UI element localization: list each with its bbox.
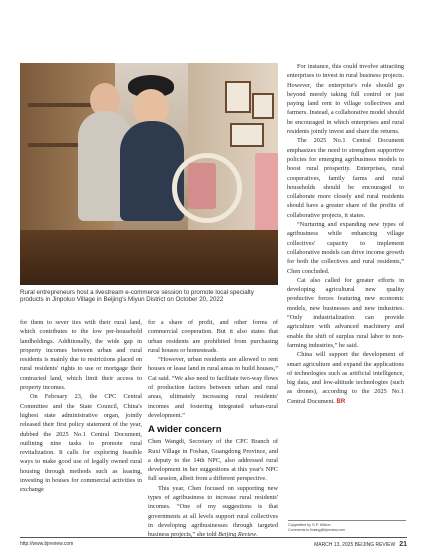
- paragraph: “However, urban residents are allowed to rent houses or lease land in rural areas to build houses,” Cai said. “We also need to facilitate two-way flows of production factors between urban and rural areas, ultimately increasing rural residents' incomes and fostering integrated urban-rural development.”: [148, 356, 278, 419]
- footer-url[interactable]: http://www.bjreview.com: [20, 541, 74, 547]
- article-column-1: [20, 318, 142, 495]
- footer-issue: [314, 541, 407, 548]
- article-column-2: [148, 318, 278, 540]
- paragraph-text: This year, Chen focused on supporting new types of agribusiness to increase rural residents' incomes. “One of my suggestions is that governments at all levels support rural collectives in developing agribusinesses through targeted business projects,” she told: [148, 484, 278, 539]
- photo-caption: Rural entrepreneurs host a livestream e-commerce session to promote local specialty products in Jinpoluo Village in Beijing's Miyun District on October 20, 2022: [20, 289, 254, 304]
- comments-line: Comments to lixiang@bjreview.com: [288, 528, 345, 532]
- paragraph: [287, 350, 404, 407]
- paragraph: for a share of profit, and other forms of commercial cooperation. But it also states that urban residents are prohibited from purchasing rural houses or homesteads.: [148, 319, 278, 354]
- photo-wall-frame: [252, 93, 274, 119]
- section-subheading: A wider concern: [148, 424, 222, 436]
- article-photo: [20, 63, 278, 285]
- photo-table: [20, 230, 278, 285]
- smartphone-on-tripod: [188, 163, 216, 209]
- article-column-3: [287, 62, 404, 407]
- person-right-body: [120, 121, 184, 221]
- paragraph: Cai also called for greater efforts in developing agricultural new quality productive forces featuring new economic models, new businesses and new industries. “Only industrialization can provide agriculture with advanced machinery and enable the shift of surplus rural labor to non-farming industries,” he said.: [287, 276, 404, 349]
- footer-divider: [20, 537, 407, 538]
- paragraph: “Nurturing and expanding new types of agribusiness while enhancing village collectives' capacity to implement collaborative models can drive income growth for both the collectives and rural residents,” Chen concluded.: [287, 221, 404, 275]
- paragraph: The 2025 No.1 Central Document emphasizes the need to strengthen supportive policies for emerging agribusiness models to boost rural prosperity. Enterprises, rural cooperatives, family farms and rural households should be encouraged to collaborate more closely and rural residents should have a greater share of the profits of collaborative projects, it states.: [287, 137, 404, 219]
- paragraph: [148, 484, 278, 540]
- paragraph: for them to sever ties with their rural land, which contributes to the low per-household landholdings. Additionally, the wide gap in property incomes between urban and rural residents is mainly due to restrictions placed on rural residents' rights to use or mortgage their contracted land, which limit their access to property incomes.: [20, 319, 142, 392]
- copyeditor-line: Copyedited by G.P. Wilson: [288, 523, 331, 527]
- paragraph: On February 23, the CPC Central Committee and the State Council, China's highest state administrative organ, jointly released their first policy statement of the year, dubbed the 2025 No.1 Central Document, outlining nine tasks to promote rural revitalization. It calls for exploring feasible ways to make good use of legally owned rural housing through methods such as leasing, investing in houses for commercial activities in exchange: [20, 393, 142, 494]
- paragraph-end: .: [256, 531, 258, 539]
- photo-wall-frame: [230, 123, 264, 147]
- photo-wall-frame: [225, 81, 251, 113]
- paragraph: For instance, this could involve attracting enterprises to invest in rural business projects. However, the enterprise's role should go beyond merely taking full control or just paying land rent to village collectives and farmers. Instead, a collaborative model should be encouraged in which enterprises and rural residents jointly invest and share the returns.: [287, 63, 404, 136]
- footer-issue-text: MARCH 13, 2025 BEIJING REVIEW: [314, 542, 396, 548]
- paragraph: Chen Wangdi, Secretary of the CPC Branch of Ruxi Village in Foshan, Guangdong Province, and a deputy to the 14th NPC, also addressed rural development in her suggestions at this year's NPC full session, albeit from a different perspective.: [148, 438, 278, 483]
- article-credit: [288, 520, 406, 533]
- paragraph-text: China will support the development of smart agriculture and expand the applications of technologies such as artificial intelligence, big data, and low-altitude technologies (such as drones), according to the 2025 No.1 Central Document.: [287, 351, 404, 405]
- page-number: 21: [399, 541, 407, 548]
- end-mark: BR: [336, 398, 346, 405]
- publication-name: Beijing Review: [218, 531, 257, 539]
